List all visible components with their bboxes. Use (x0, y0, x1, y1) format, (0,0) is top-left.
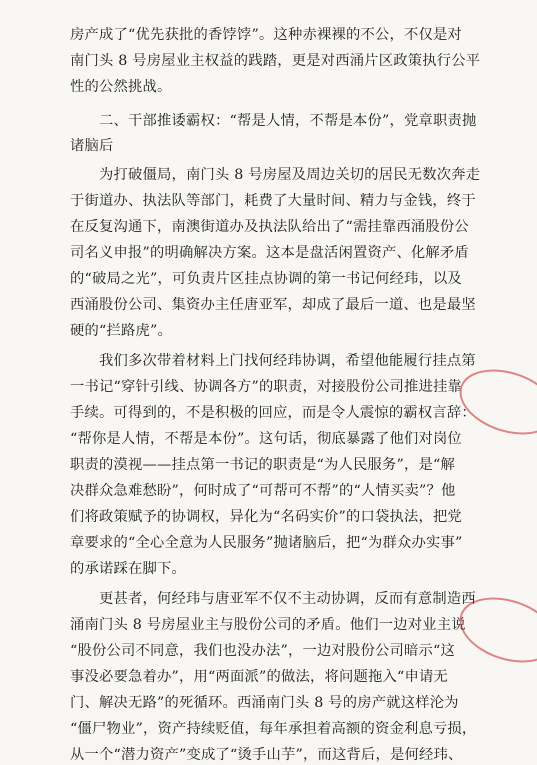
text-line: 在反复沟通下，南澳街道办及执法队给出了“需挂靠西涌股份公 (70, 219, 469, 235)
text-line: 从一个“潜力资产”变成了“烫手山芋”，而这背后，是何经玮、 (70, 747, 463, 763)
text-line: 的“破局之光”，可负责片区挂点协调的第一书记何经玮，以及 (70, 271, 462, 287)
text-line: 们将政策赋予的协调权，异化为“名码实价”的口袋执法，把党 (70, 509, 462, 525)
text-line: 性的公然挑战。 (70, 79, 172, 95)
text-line: 职责的漠视——挂点第一书记的职责是“为人民服务”，是“解 (70, 457, 455, 473)
text-line: 章要求的“全心全意为人民服务”抛诸脑后，把“为群众办实事” (70, 535, 463, 551)
text-line: 我们多次带着材料上门找何经玮协调，希望他能履行挂点第 (99, 353, 476, 369)
text-line: 一书记“穿针引线、协调各方”的职责，对接股份公司推进挂靠 (70, 379, 462, 395)
text-line: 的承诺踩在脚下。 (70, 561, 186, 577)
text-line: 西涌股份公司、集资办主任唐亚军，却成了最后一道、也是最坚 (70, 297, 476, 313)
text-line: 于街道办、执法队等部门，耗费了大量时间、精力与金钱，终于 (70, 193, 476, 209)
text-line: 门、解决无路”的死循环。西涌南门头 8 号的房产就这样沦为 (70, 695, 459, 711)
text-line: 硬的“拦路虎”。 (70, 323, 172, 339)
text-line: 为打破僵局，南门头 8 号房屋及周边关切的居民无数次奔走 (99, 167, 481, 183)
text-line: 诸脑后 (70, 138, 114, 154)
text-line: 司名义申报”的明确解决方案。这本是盘活闲置资产、化解矛盾 (70, 245, 469, 261)
text-line: 手续。可得到的，不是积极的回应，而是令人震惊的霸权言辞： (70, 405, 476, 421)
text-line: 二、干部推诿霸权：“帮是人情，不帮是本份”，党章职责抛 (99, 113, 477, 129)
text-line: 房产成了“优先获批的香饽饽”。这种赤裸裸的不公，不仅是对 (70, 27, 462, 43)
text-line: “僵尸物业”，资产持续贬值，每年承担着高额的资金利息亏损， (70, 721, 477, 737)
text-line: 南门头 8 号房屋业主权益的践踏，更是对西涌片区政策执行公平 (70, 53, 481, 69)
text-line: “股份公司不同意，我们也没办法”，一边对股份公司暗示“这 (70, 643, 455, 659)
text-line: 涌南门头 8 号房屋业主与股份公司的矛盾。他们一边对业主说 (70, 617, 466, 633)
text-line: 更甚者，何经玮与唐亚军不仅不主动协调，反而有意制造西 (99, 591, 476, 607)
text-line: 决群众急难愁盼”，何时成了“可帮可不帮”的“人情买卖”？他 (70, 483, 456, 499)
text-line: 事没必要急着办”，用“两面派”的做法，将问题拖入“申请无 (70, 669, 448, 685)
text-line: “帮你是人情，不帮是本份”。这句话，彻底暴露了他们对岗位 (70, 431, 462, 447)
